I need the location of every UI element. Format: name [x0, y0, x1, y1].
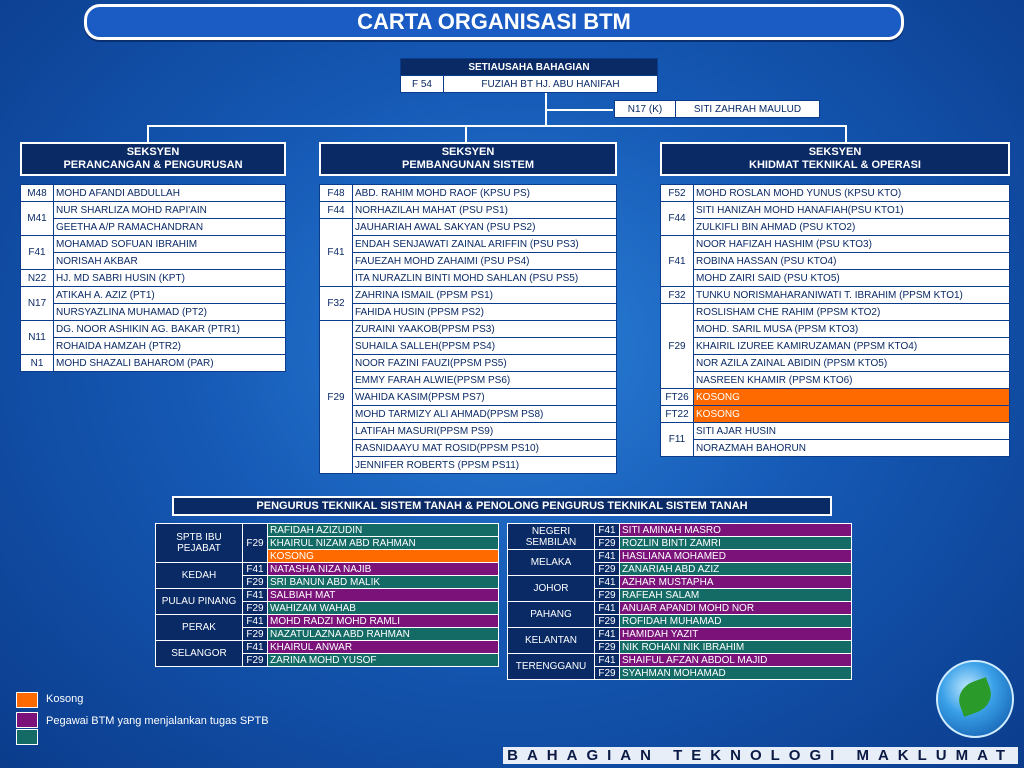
table-row [661, 389, 1010, 406]
section-table-khidmat [660, 184, 1010, 457]
staff-name: SYAHMAN MOHAMAD [620, 667, 852, 680]
staff-name: NATASHA NIZA NAJIB [268, 563, 499, 576]
staff-name: DG. NOOR ASHIKIN AG. BAKAR (PTR1) [54, 321, 286, 338]
table-row [661, 338, 1010, 355]
state-name: PAHANG [508, 602, 595, 628]
legend-label: Kosong [46, 693, 84, 705]
table-row [21, 304, 286, 321]
grade-code: F44 [661, 202, 694, 236]
state-name: SELANGOR [156, 641, 243, 667]
staff-name: KHAIRIL IZUREE KAMIRUZAMAN (PPSM KTO4) [694, 338, 1010, 355]
staff-name: KOSONG [694, 389, 1010, 406]
head-title: SETIAUSAHA BAHAGIAN [401, 59, 658, 76]
table-row [508, 654, 852, 667]
staff-name: NIK ROHANI NIK IBRAHIM [620, 641, 852, 654]
legend-swatch-orange [16, 692, 38, 708]
legend-label: Pegawai BTM yang menjalankan tugas SPTB [46, 715, 269, 727]
table-row [508, 550, 852, 563]
assistant-name: SITI ZAHRAH MAULUD [676, 101, 820, 118]
connector-line [545, 109, 613, 111]
staff-name: ENDAH SENJAWATI ZAINAL ARIFFIN (PSU PS3) [353, 236, 617, 253]
state-name: JOHOR [508, 576, 595, 602]
footer-text: BAHAGIAN TEKNOLOGI MAKLUMAT [503, 747, 1018, 764]
table-row [661, 202, 1010, 219]
staff-name: MOHD ZAIRI SAID (PSU KTO5) [694, 270, 1010, 287]
grade-code: N17 [21, 287, 54, 321]
head-name: FUZIAH BT HJ. ABU HANIFAH [444, 76, 658, 93]
table-row [508, 602, 852, 615]
table-row [320, 389, 617, 406]
staff-name: WAHIDA KASIM(PPSM PS7) [353, 389, 617, 406]
staff-name: MOHD ROSLAN MOHD YUNUS (KPSU KTO) [694, 185, 1010, 202]
section-header-khidmat: SEKSYEN KHIDMAT TEKNIKAL & OPERASI [660, 142, 1010, 176]
table-row [320, 372, 617, 389]
staff-name: SUHAILA SALLEH(PPSM PS4) [353, 338, 617, 355]
staff-name: MOHD SHAZALI BAHAROM (PAR) [54, 355, 286, 372]
table-row [320, 440, 617, 457]
staff-name: ABD. RAHIM MOHD RAOF (KPSU PS) [353, 185, 617, 202]
staff-name: FAUEZAH MOHD ZAHAIMI (PSU PS4) [353, 253, 617, 270]
staff-name: ZAHRINA ISMAIL (PPSM PS1) [353, 287, 617, 304]
table-row [21, 236, 286, 253]
staff-name: MOHD TARMIZY ALI AHMAD(PPSM PS8) [353, 406, 617, 423]
staff-name: ATIKAH A. AZIZ (PT1) [54, 287, 286, 304]
sptg-table-left [155, 523, 499, 667]
staff-name: EMMY FARAH ALWIE(PPSM PS6) [353, 372, 617, 389]
staff-name: KOSONG [694, 406, 1010, 423]
grade-code: F32 [661, 287, 694, 304]
table-row [661, 304, 1010, 321]
grade-code: F29 [595, 641, 620, 654]
table-row [21, 338, 286, 355]
table-row [320, 423, 617, 440]
table-row [320, 355, 617, 372]
staff-name: ZULKIFLI BIN AHMAD (PSU KTO2) [694, 219, 1010, 236]
table-row [661, 440, 1010, 457]
grade-code: F29 [243, 628, 268, 641]
table-row [156, 524, 499, 537]
grade-code: F29 [661, 304, 694, 389]
table-row [320, 253, 617, 270]
table-row [320, 202, 617, 219]
staff-name: SITI HANIZAH MOHD HANAFIAH(PSU KTO1) [694, 202, 1010, 219]
staff-name: ROHAIDA HAMZAH (PTR2) [54, 338, 286, 355]
staff-name: FAHIDA HUSIN (PPSM PS2) [353, 304, 617, 321]
state-name: KELANTAN [508, 628, 595, 654]
grade-code: F29 [320, 321, 353, 474]
legend-swatch-teal [16, 729, 38, 745]
staff-name: ROBINA HASSAN (PSU KTO4) [694, 253, 1010, 270]
legend-swatch-purple [16, 712, 38, 728]
head-code: F 54 [401, 76, 444, 93]
grade-code: F29 [595, 667, 620, 680]
staff-name: ROZLIN BINTI ZAMRI [620, 537, 852, 550]
staff-name: WAHIZAM WAHAB [268, 602, 499, 615]
table-row [661, 236, 1010, 253]
table-row [21, 219, 286, 236]
table-row [320, 287, 617, 304]
staff-name: ROSLISHAM CHE RAHIM (PPSM KTO2) [694, 304, 1010, 321]
staff-name: KHAIRUL NIZAM ABD RAHMAN [268, 537, 499, 550]
table-row [508, 628, 852, 641]
grade-code: F52 [661, 185, 694, 202]
table-row [320, 219, 617, 236]
table-row [320, 304, 617, 321]
state-name: PULAU PINANG [156, 589, 243, 615]
table-row [320, 185, 617, 202]
staff-name: KOSONG [268, 550, 499, 563]
grade-code: FT22 [661, 406, 694, 423]
staff-name: RAFIDAH AZIZUDIN [268, 524, 499, 537]
table-row [156, 615, 499, 628]
staff-name: NOOR FAZINI FAUZI(PPSM PS5) [353, 355, 617, 372]
staff-name: NUR SHARLIZA MOHD RAPI'AIN [54, 202, 286, 219]
table-row [661, 372, 1010, 389]
staff-name: ROFIDAH MUHAMAD [620, 615, 852, 628]
state-name: MELAKA [508, 550, 595, 576]
grade-code: F41 [661, 236, 694, 287]
table-row [661, 406, 1010, 423]
grade-code: F29 [243, 576, 268, 589]
staff-name: NORISAH AKBAR [54, 253, 286, 270]
grade-code: FT26 [661, 389, 694, 406]
table-row [156, 589, 499, 602]
page-title: CARTA ORGANISASI BTM [84, 4, 904, 40]
staff-name: MOHD RADZI MOHD RAMLI [268, 615, 499, 628]
grade-code: F41 [595, 654, 620, 667]
staff-name: AZHAR MUSTAPHA [620, 576, 852, 589]
state-name: TERENGGANU [508, 654, 595, 680]
staff-name: NAZATULAZNA ABD RAHMAN [268, 628, 499, 641]
grade-code: F29 [243, 602, 268, 615]
staff-name: ZARINA MOHD YUSOF [268, 654, 499, 667]
head-box [400, 58, 658, 93]
grade-code: F29 [595, 563, 620, 576]
leaf-globe-icon [936, 660, 1014, 738]
table-row [661, 423, 1010, 440]
table-row [508, 524, 852, 537]
grade-code: N1 [21, 355, 54, 372]
staff-name: NOOR HAFIZAH HASHIM (PSU KTO3) [694, 236, 1010, 253]
grade-code: F41 [595, 524, 620, 537]
table-row [156, 641, 499, 654]
table-row [661, 321, 1010, 338]
staff-name: NURSYAZLINA MUHAMAD (PT2) [54, 304, 286, 321]
table-row [320, 338, 617, 355]
grade-code: F29 [595, 615, 620, 628]
table-row [661, 355, 1010, 372]
staff-name: TUNKU NORISMAHARANIWATI T. IBRAHIM (PPSM KTO1) [694, 287, 1010, 304]
table-row [661, 287, 1010, 304]
state-name: SPTB IBU PEJABAT [156, 524, 243, 563]
staff-name: JAUHARIAH AWAL SAKYAN (PSU PS2) [353, 219, 617, 236]
table-row [21, 202, 286, 219]
grade-code: F41 [243, 615, 268, 628]
staff-name: SHAIFUL AFZAN ABDOL MAJID [620, 654, 852, 667]
section-table-perancangan [20, 184, 286, 372]
staff-name: JENNIFER ROBERTS (PPSM PS11) [353, 457, 617, 474]
grade-code: F41 [595, 602, 620, 615]
state-name: NEGERI SEMBILAN [508, 524, 595, 550]
connector-line [845, 125, 847, 142]
sptg-table-right [507, 523, 852, 680]
connector-line [147, 125, 847, 127]
grade-code: N11 [21, 321, 54, 355]
staff-name: SRI BANUN ABD MALIK [268, 576, 499, 589]
grade-code: F44 [320, 202, 353, 219]
table-row [320, 321, 617, 338]
staff-name: MOHD AFANDI ABDULLAH [54, 185, 286, 202]
grade-code: F32 [320, 287, 353, 321]
state-name: KEDAH [156, 563, 243, 589]
grade-code: F29 [243, 654, 268, 667]
grade-code: F11 [661, 423, 694, 457]
section-table-pembangunan [319, 184, 617, 474]
staff-name: RAFEAH SALAM [620, 589, 852, 602]
grade-code: F41 [243, 589, 268, 602]
staff-name: HJ. MD SABRI HUSIN (KPT) [54, 270, 286, 287]
table-row [661, 219, 1010, 236]
staff-name: HASLIANA MOHAMED [620, 550, 852, 563]
table-row [21, 321, 286, 338]
table-row [661, 270, 1010, 287]
table-row [21, 185, 286, 202]
table-row [661, 253, 1010, 270]
table-row [320, 270, 617, 287]
staff-name: SALBIAH MAT [268, 589, 499, 602]
staff-name: ZURAINI YAAKOB(PPSM PS3) [353, 321, 617, 338]
grade-code: F41 [595, 576, 620, 589]
staff-name: NORAZMAH BAHORUN [694, 440, 1010, 457]
grade-code: M41 [21, 202, 54, 236]
grade-code: F41 [243, 563, 268, 576]
staff-name: MOHD. SARIL MUSA (PPSM KTO3) [694, 321, 1010, 338]
table-row [156, 563, 499, 576]
grade-code: N22 [21, 270, 54, 287]
staff-name: RASNIDAAYU MAT ROSID(PPSM PS10) [353, 440, 617, 457]
table-row [320, 457, 617, 474]
table-row [21, 253, 286, 270]
state-name: PERAK [156, 615, 243, 641]
staff-name: NASREEN KHAMIR (PPSM KTO6) [694, 372, 1010, 389]
staff-name: ANUAR APANDI MOHD NOR [620, 602, 852, 615]
table-row [21, 287, 286, 304]
section-header-pembangunan: SEKSYEN PEMBANGUNAN SISTEM [319, 142, 617, 176]
assistant-box [614, 100, 820, 118]
grade-code: F29 [243, 524, 268, 563]
staff-name: HAMIDAH YAZIT [620, 628, 852, 641]
grade-code: F41 [595, 550, 620, 563]
staff-name: LATIFAH MASURI(PPSM PS9) [353, 423, 617, 440]
grade-code: F41 [595, 628, 620, 641]
table-row [508, 576, 852, 589]
staff-name: NOR AZILA ZAINAL ABIDIN (PPSM KTO5) [694, 355, 1010, 372]
staff-name: MOHAMAD SOFUAN IBRAHIM [54, 236, 286, 253]
staff-name: SITI AMINAH MASRO [620, 524, 852, 537]
grade-code: F41 [21, 236, 54, 270]
staff-name: SITI AJAR HUSIN [694, 423, 1010, 440]
staff-name: ZANARIAH ABD AZIZ [620, 563, 852, 576]
table-row [661, 185, 1010, 202]
table-row [320, 406, 617, 423]
grade-code: F29 [595, 537, 620, 550]
grade-code: F41 [320, 219, 353, 287]
section-header-perancangan: SEKSYEN PERANCANGAN & PENGURUSAN [20, 142, 286, 176]
staff-name: KHAIRUL ANWAR [268, 641, 499, 654]
staff-name: NORHAZILAH MAHAT (PSU PS1) [353, 202, 617, 219]
connector-line [147, 125, 149, 142]
table-row [21, 270, 286, 287]
sptg-title: PENGURUS TEKNIKAL SISTEM TANAH & PENOLONG PENGURUS TEKNIKAL SISTEM TANAH [172, 496, 832, 516]
staff-name: GEETHA A/P RAMACHANDRAN [54, 219, 286, 236]
grade-code: M48 [21, 185, 54, 202]
assistant-code: N17 (K) [615, 101, 676, 118]
grade-code: F41 [243, 641, 268, 654]
staff-name: ITA NURAZLIN BINTI MOHD SAHLAN (PSU PS5) [353, 270, 617, 287]
connector-line [465, 125, 467, 142]
table-row [21, 355, 286, 372]
grade-code: F48 [320, 185, 353, 202]
table-row [320, 236, 617, 253]
grade-code: F29 [595, 589, 620, 602]
